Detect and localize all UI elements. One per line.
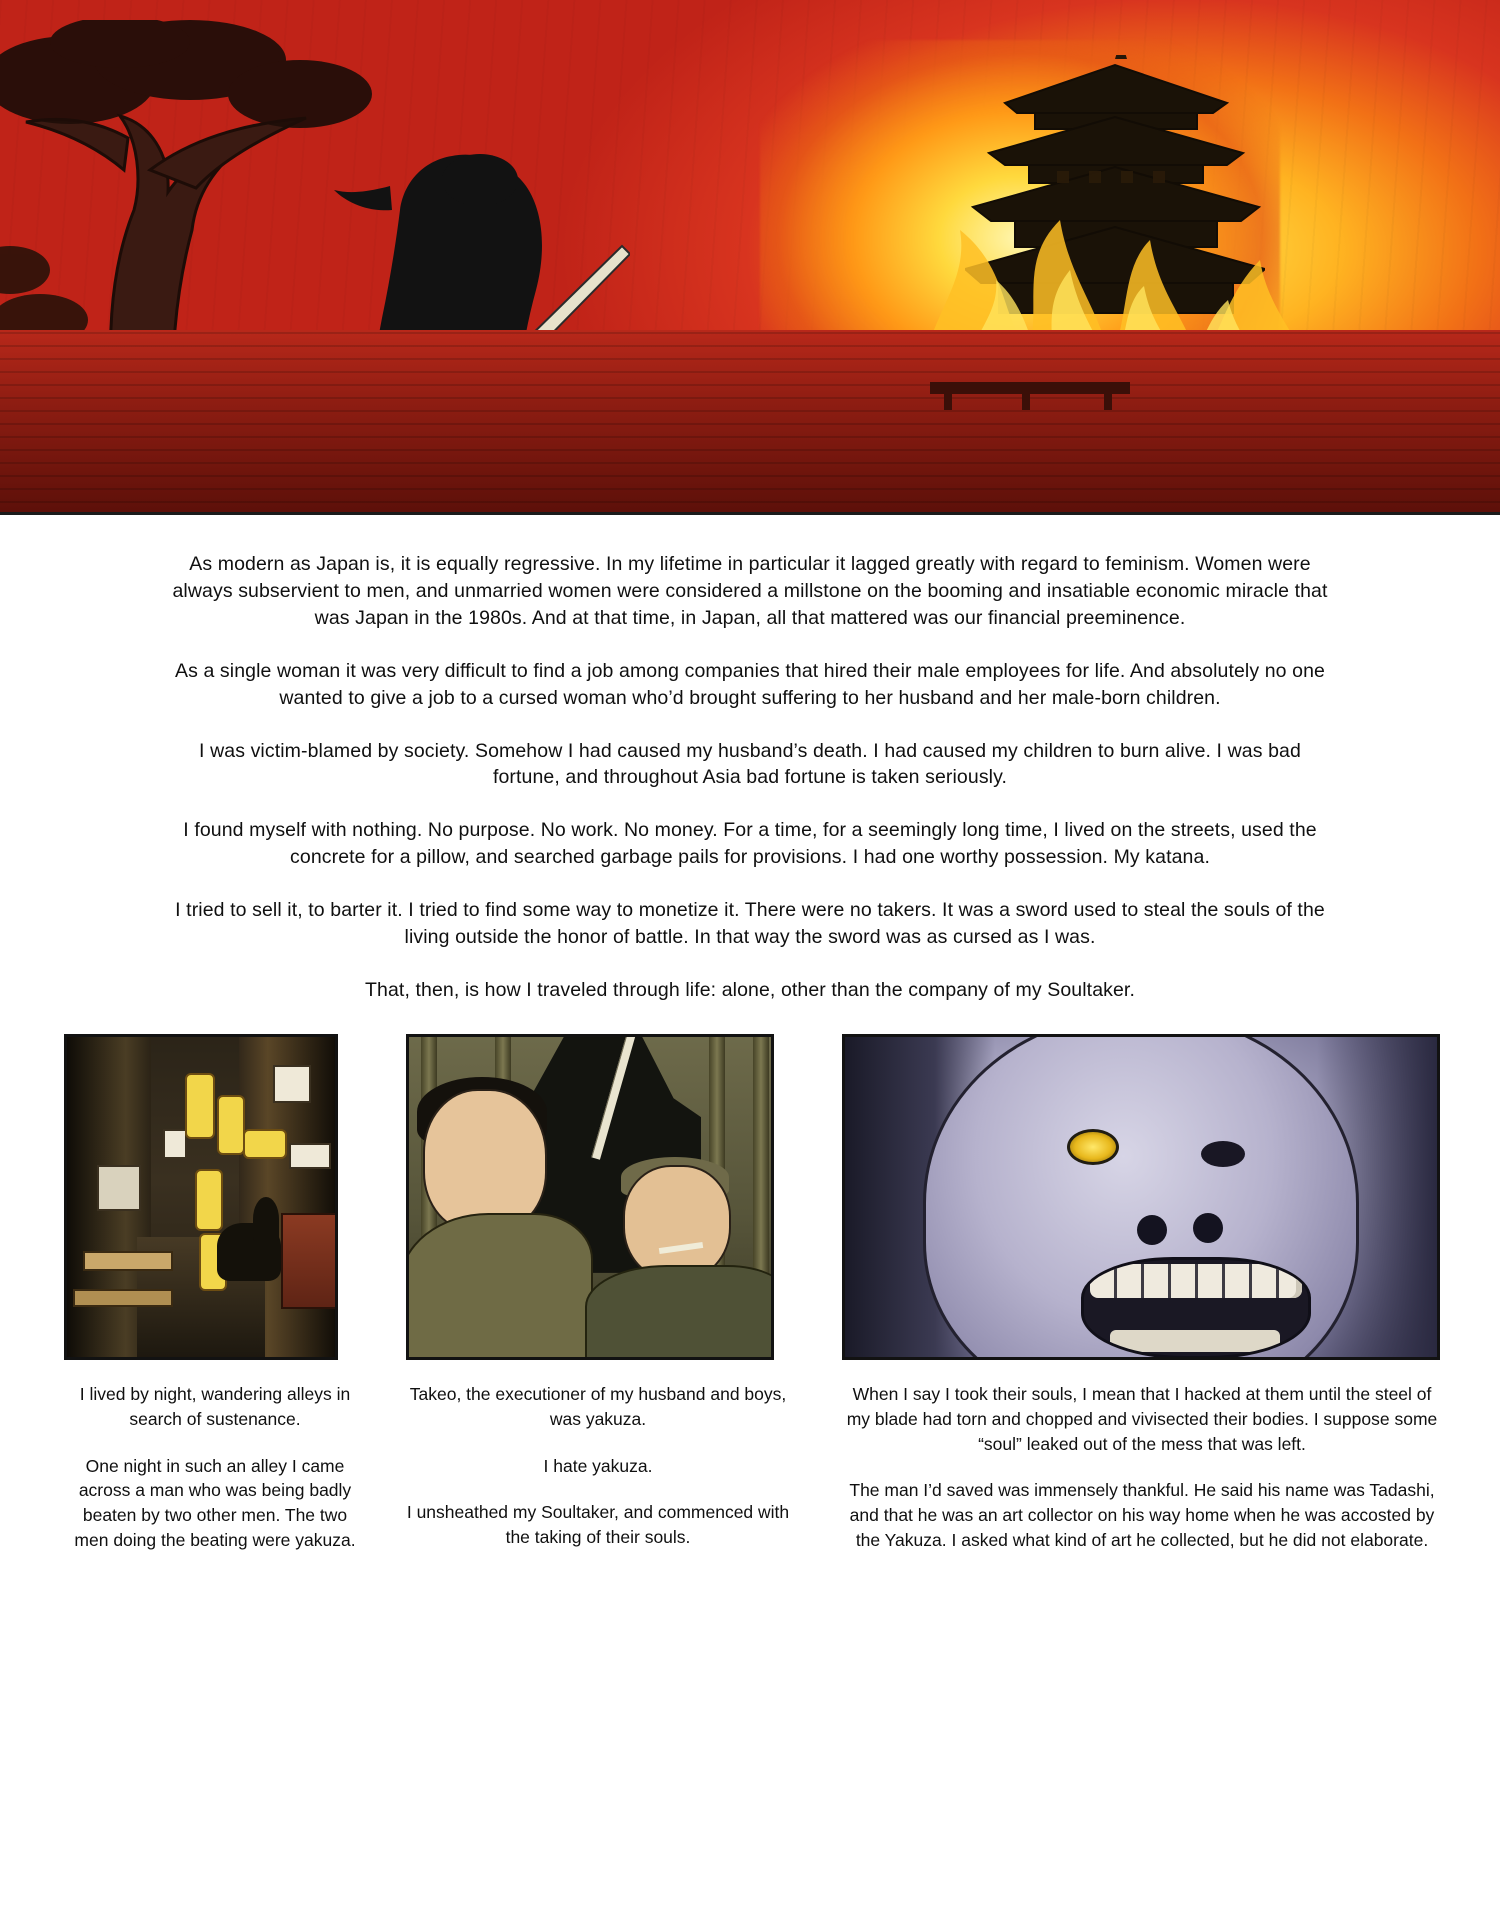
- shop-sign-icon: [289, 1143, 331, 1169]
- caption-text: I hate yakuza.: [543, 1455, 653, 1476]
- nostrils-icon: [1137, 1213, 1229, 1247]
- lower-teeth: [1110, 1330, 1280, 1352]
- teeth-separations: [1090, 1264, 1302, 1298]
- narration-paragraph-5: I tried to sell it, to barter it. I tried to find some way to monetize it. There were no takers. It was a sword used to steal the souls of the living outside the honor of battle. In that way the sword was as cursed as I was.: [175, 899, 1325, 949]
- panel-column-3: [842, 1034, 1462, 1360]
- caption-row: [0, 1360, 1500, 1553]
- shop-sign-icon: [97, 1165, 141, 1211]
- burning-temple-splash-panel: [0, 0, 1500, 515]
- narration-block: [0, 515, 1500, 1034]
- paper-lantern-icon: [185, 1073, 215, 1139]
- panel-two-men: [406, 1034, 774, 1360]
- caption-text: When I say I took their souls, I mean that I hacked at them until the steel of my blade had torn and chopped and vivisected their bodies. I suppose some “soul” leaked out of the mess that was left.: [846, 1383, 1438, 1454]
- shop-sign-icon: [273, 1065, 311, 1103]
- caption-column-1: [64, 1382, 406, 1553]
- caption-text: The man I’d saved was immensely thankful. He said his name was Tadashi, and that he was an art collector on his way home when he was accosted by the Yakuza. I asked what kind of art he collected, but he did not elaborate.: [849, 1480, 1435, 1551]
- panel-column-1: [64, 1034, 406, 1360]
- caption-text: I unsheathed my Soultaker, and commenced with the taking of their souls.: [406, 1502, 790, 1548]
- paper-lantern-icon: [243, 1129, 287, 1159]
- caption-column-3: [842, 1382, 1462, 1553]
- open-mouth: [1081, 1257, 1311, 1359]
- water-hatching: [0, 332, 1500, 512]
- panel-screaming-face: [842, 1034, 1440, 1360]
- caption-column-2: [406, 1382, 842, 1553]
- caption-text: One night in such an alley I came across a man who was being badly beaten by two other men. The two men doing the beating were yakuza.: [74, 1455, 356, 1551]
- narration-paragraph-3: I was victim-blamed by society. Somehow I had caused my husband’s death. I had caused my children to burn alive. I was bad fortune, and throughout Asia bad fortune is taken seriously.: [199, 739, 1301, 789]
- man-a-body: [406, 1213, 593, 1360]
- bench-icon: [73, 1289, 173, 1307]
- attacker-silhouette: [253, 1197, 279, 1241]
- bench-icon: [83, 1251, 173, 1271]
- narration-paragraph-2: As a single woman it was very difficult to find a job among companies that hired their male employees for life. And absolutely no one wanted to give a job to a cursed woman who’d brought suffering to her husband and her male-born children.: [175, 659, 1325, 709]
- shop-sign-icon: [163, 1129, 187, 1159]
- dock-icon: [930, 372, 1130, 412]
- shadowed-eye-icon: [1201, 1141, 1245, 1167]
- narration-paragraph-6: That, then, is how I traveled through life: alone, other than the company of my Soultaker.: [365, 978, 1135, 1001]
- caption-text: Takeo, the executioner of my husband and boys, was yakuza.: [409, 1383, 787, 1429]
- narration-paragraph-4: I found myself with nothing. No purpose. No work. No money. For a time, for a seemingly long time, I lived on the streets, used the concrete for a pillow, and searched garbage pails for provisions. I had one worthy possession. My katana.: [183, 819, 1317, 869]
- man-b-body: [585, 1265, 774, 1360]
- panel-column-2: [406, 1034, 842, 1360]
- crate-icon: [281, 1213, 337, 1309]
- panel-row: [0, 1034, 1500, 1360]
- narration-paragraph-1: As modern as Japan is, it is equally regressive. In my lifetime in particular it lagged greatly with regard to feminism. Women were always subservient to men, and unmarried women were considered a millstone on the booming and insatiable economic miracle that was Japan in the 1980s. And at that time, in Japan, all that mattered was our financial preeminence.: [172, 553, 1328, 629]
- paper-lantern-icon: [217, 1095, 245, 1155]
- caption-text: I lived by night, wandering alleys in search of sustenance.: [79, 1383, 351, 1429]
- paper-lantern-icon: [195, 1169, 223, 1231]
- panel-alley: [64, 1034, 338, 1360]
- man-a-face: [423, 1089, 547, 1233]
- glowing-eye-icon: [1067, 1129, 1119, 1165]
- man-b-face: [623, 1165, 731, 1281]
